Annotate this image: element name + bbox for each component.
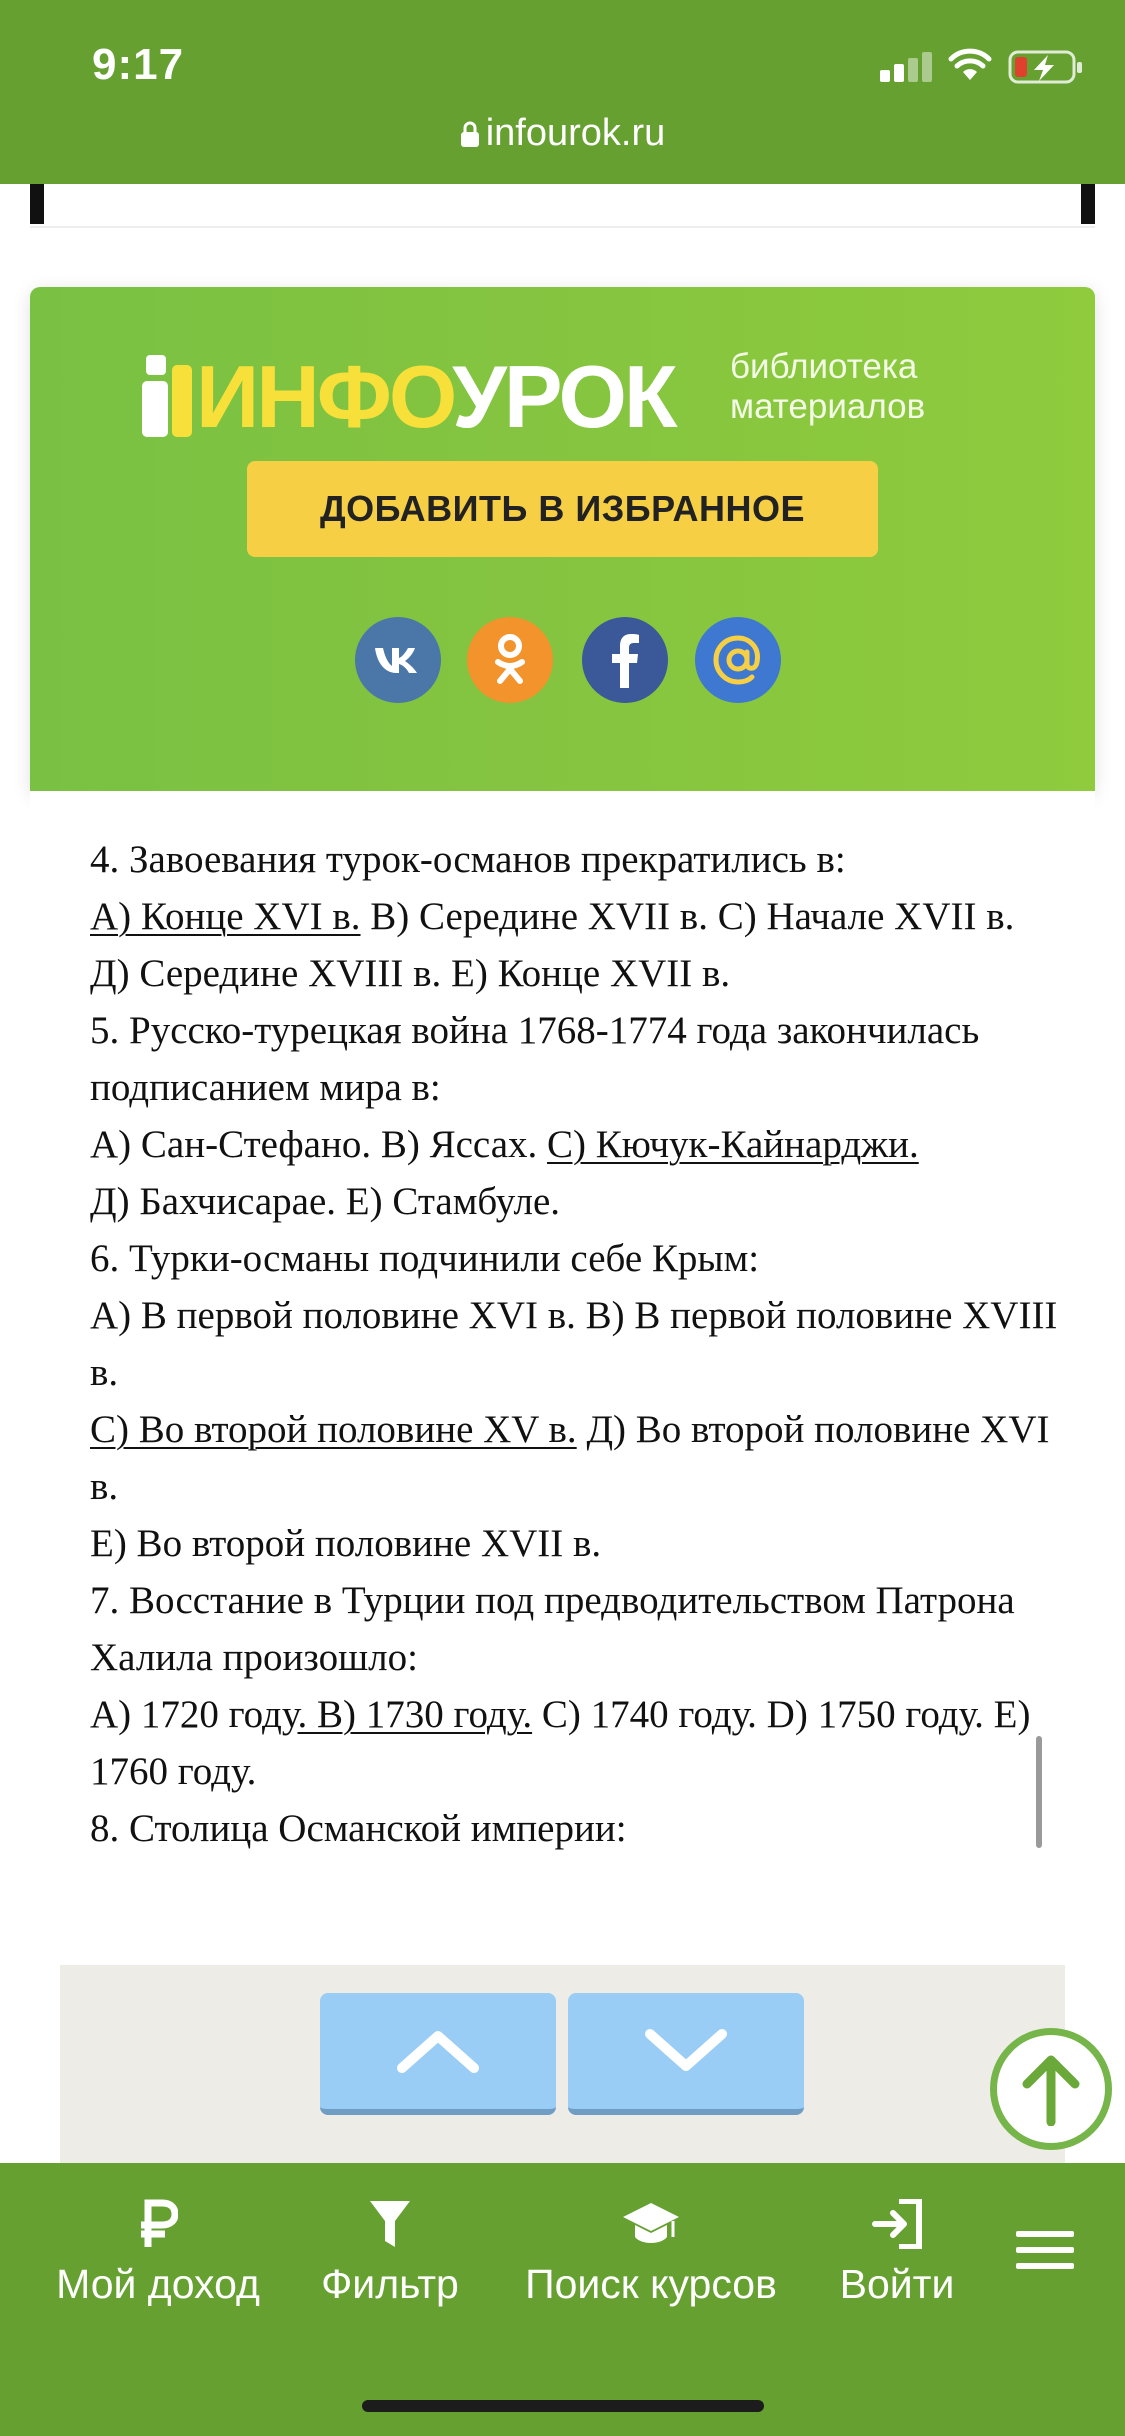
q4-options-line2: Д) Середине XVIII в. Е) Конце XVII в.: [90, 952, 731, 995]
q4-options-rest: В) Середине XVII в. С) Начале XVII в.: [360, 895, 1015, 938]
q6-options-line1: А) В первой половине XVI в. В) В первой половине XVIII в.: [90, 1294, 1058, 1394]
q6-options-line3: Е) Во второй половине XVII в.: [90, 1522, 602, 1565]
scroll-to-top-button[interactable]: [990, 2028, 1112, 2150]
q5-options-pre: А) Сан-Стефано. В) Яссах.: [90, 1123, 548, 1166]
logo-subtitle-line1: библиотека: [730, 347, 918, 386]
q6-title: 6. Турки-османы подчинили себе Крым:: [90, 1237, 760, 1280]
q7-answer: . В) 1730 году.: [297, 1693, 533, 1736]
logo-subtitle-line2: материалов: [730, 387, 926, 426]
logo-text-info: ИНФО: [196, 347, 453, 446]
q6-options-rest: Д) Во второй половине XVI в.: [90, 1408, 1050, 1508]
q7-options-pre: А) 1720 году: [90, 1693, 298, 1736]
facebook-share-button[interactable]: [582, 617, 668, 703]
logo-subtitle: [730, 347, 925, 427]
q5-answer: С) Кючук-Кайнарджи.: [547, 1123, 919, 1166]
home-indicator: [362, 2400, 764, 2412]
graduation-cap-icon: [621, 2199, 681, 2249]
nav-course-search-label: Поиск курсов: [525, 2261, 777, 2307]
filter-icon: [368, 2199, 412, 2249]
nav-filter-label: Фильтр: [321, 2261, 459, 2307]
q7-options-rest: С) 1740 году. D) 1750 году. Е) 1760 году.: [90, 1693, 1031, 1793]
document-viewer[interactable]: [30, 791, 1095, 1971]
nav-my-income[interactable]: [50, 2163, 266, 2308]
nav-login[interactable]: [830, 2163, 964, 2308]
chevron-up-icon: [396, 2028, 480, 2074]
ad-strip: [30, 184, 1095, 228]
previous-page-button[interactable]: [320, 1993, 556, 2115]
facebook-icon: [610, 632, 640, 688]
ad-edge-right: [1081, 184, 1095, 224]
vk-icon: [373, 645, 423, 675]
q6-answer: С) Во второй половине XV в.: [90, 1408, 577, 1451]
logo-mark-icon: [142, 355, 192, 439]
menu-icon[interactable]: [1016, 2231, 1074, 2279]
nav-course-search[interactable]: [520, 2163, 782, 2308]
login-icon: [871, 2199, 923, 2249]
q5-title: 5. Русско-турецкая война 1768-1774 года закончилась подписанием мира в:: [90, 1009, 980, 1109]
nav-login-label: Войти: [839, 2261, 955, 2307]
battery-charging-icon: [1008, 50, 1084, 91]
ruble-icon: [138, 2199, 178, 2249]
infourok-logo[interactable]: [142, 347, 675, 447]
page-navigation: [60, 1965, 1065, 2165]
vk-share-button[interactable]: [355, 617, 441, 703]
nav-filter[interactable]: [315, 2163, 465, 2308]
add-to-favorites-button[interactable]: ДОБАВИТЬ В ИЗБРАННОЕ: [247, 461, 878, 557]
q7-options: [90, 1686, 1070, 1800]
address-bar[interactable]: [0, 112, 1125, 158]
lock-icon: [460, 115, 480, 158]
odnoklassniki-share-button[interactable]: [467, 617, 553, 703]
document-scrollbar[interactable]: [1036, 1736, 1042, 1848]
next-page-button[interactable]: [568, 1993, 804, 2115]
q6-options: [90, 1401, 1070, 1515]
arrow-up-icon: [1021, 2052, 1081, 2126]
status-time: 9:17: [92, 40, 185, 89]
document-text: [90, 831, 1070, 1857]
odnoklassniki-icon: [492, 633, 528, 687]
bottom-navigation: [0, 2163, 1125, 2436]
q5-options: [90, 1116, 1070, 1173]
nav-my-income-label: Мой доход: [56, 2261, 260, 2307]
logo-text-urok: УРОК: [452, 347, 675, 446]
q7-title: 7. Восстание в Турции под предводительством Патрона Халила произошло:: [90, 1579, 1015, 1679]
browser-top-bar: [0, 0, 1125, 184]
email-icon: [712, 634, 764, 686]
ad-edge-left: [30, 184, 44, 224]
q4-title: 4. Завоевания турок-османов прекратились в:: [90, 838, 846, 881]
wifi-icon: [948, 48, 992, 87]
q8-title: 8. Столица Османской империи:: [90, 1807, 627, 1850]
infourok-banner: [30, 287, 1095, 791]
chevron-down-icon: [644, 2028, 728, 2074]
q4-options: [90, 888, 1070, 945]
q5-options-line2: Д) Бахчисарае. Е) Стамбуле.: [90, 1180, 561, 1223]
email-share-button[interactable]: [695, 617, 781, 703]
q4-answer: А) Конце XVI в.: [90, 895, 361, 938]
address-domain: infourok.ru: [485, 112, 666, 154]
cellular-signal-icon: [880, 52, 932, 82]
